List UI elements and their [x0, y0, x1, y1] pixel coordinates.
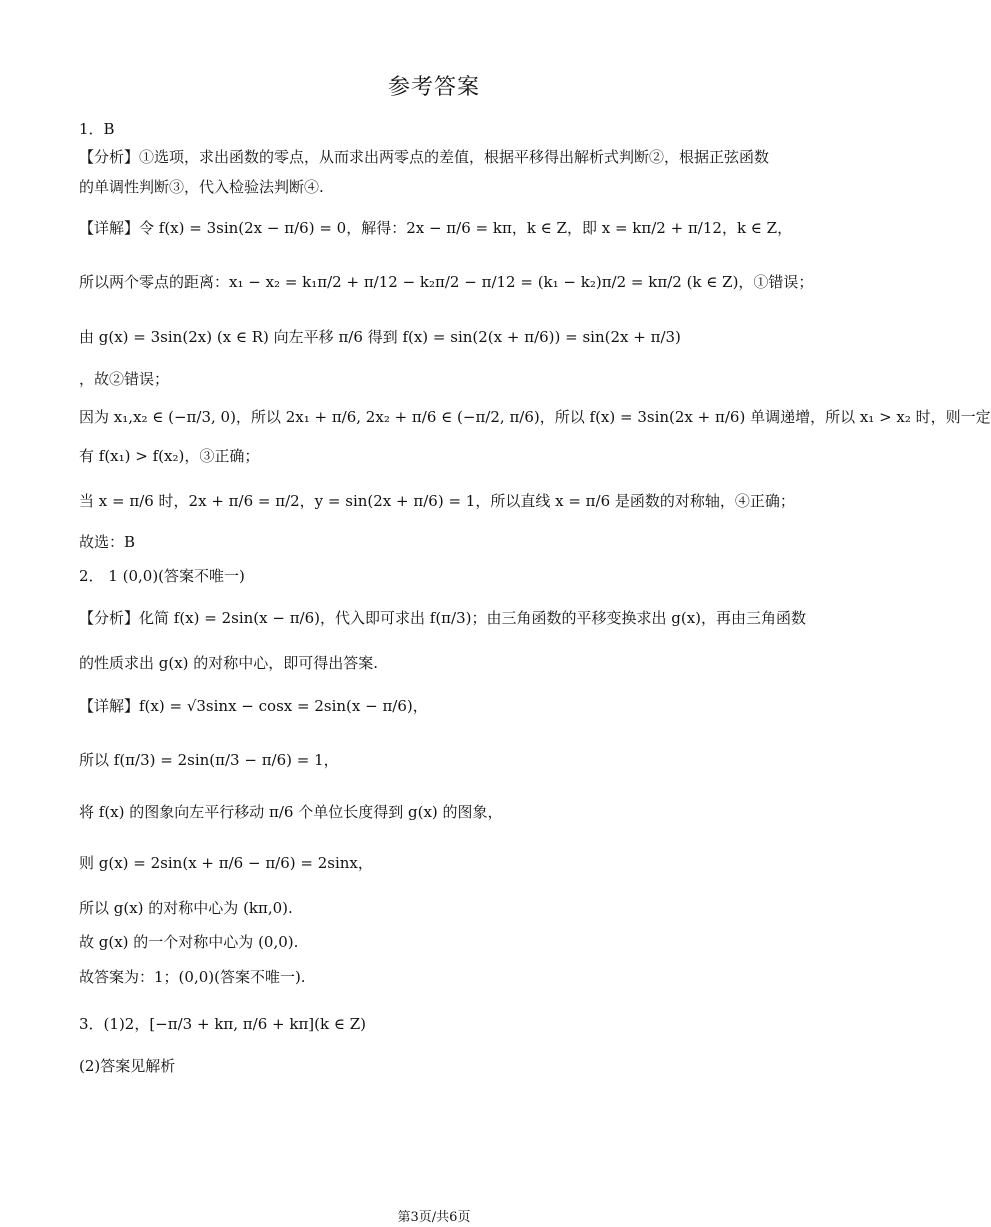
q2-final: 故答案为：1；(0,0)(答案不唯一). [79, 968, 306, 986]
q1-detail-line4: ，故②错误； [79, 370, 170, 388]
q1-analysis-line1: 【分析】①选项，求出函数的零点，从而求出两零点的差值，根据平移得出解析式判断②，根据正弦函数 [79, 148, 770, 166]
q2-answer: 2． 1 (0,0)(答案不唯一) [79, 567, 245, 585]
q2-detail-line1: 【详解】f(x) = √3sinx − cosx = 2sin(x − π/6)， [79, 697, 428, 715]
q1-detail-line1: 【详解】令 f(x) = 3sin(2x − π/6) = 0，解得：2x − π/6 = kπ，k ∈ Z，即 x = kπ/2 + π/12，k ∈ Z， [79, 219, 793, 237]
page-title: 参考答案 [387, 75, 480, 100]
q2-analysis-line2: 的性质求出 g(x) 的对称中心，即可得出答案. [79, 654, 379, 672]
q1-answer: 1．B [79, 120, 115, 138]
q2-detail-line6: 故 g(x) 的一个对称中心为 (0,0). [79, 933, 299, 951]
q3-answer-part1: 3．(1)2，[−π/3 + kπ, π/6 + kπ](k ∈ Z) [79, 1015, 367, 1033]
q1-detail-line5: 因为 x₁,x₂ ∈ (−π/3, 0)，所以 2x₁ + π/6, 2x₂ + π/6 ∈ (−π/2, π/6)，所以 f(x) = 3sin(2x + π/6) 单调递增，所以 x₁ > x₂ 时，则一定 [79, 408, 991, 426]
q2-detail-line3: 将 f(x) 的图象向左平行移动 π/6 个单位长度得到 g(x) 的图象， [79, 803, 503, 821]
q2-detail-line5: 所以 g(x) 的对称中心为 (kπ,0). [79, 899, 293, 917]
q2-detail-line4: 则 g(x) = 2sin(x + π/6 − π/6) = 2sinx， [79, 854, 373, 872]
q1-detail-line7: 当 x = π/6 时，2x + π/6 = π/2，y = sin(2x + π/6) = 1，所以直线 x = π/6 是函数的对称轴，④正确； [79, 492, 795, 510]
q2-analysis-line1: 【分析】化简 f(x) = 2sin(x − π/6)，代入即可求出 f(π/3)；由三角函数的平移变换求出 g(x)，再由三角函数 [79, 609, 807, 627]
q2-detail-line2: 所以 f(π/3) = 2sin(π/3 − π/6) = 1， [79, 751, 339, 769]
q1-detail-line2: 所以两个零点的距离：x₁ − x₂ = k₁π/2 + π/12 − k₂π/2 − π/12 = (k₁ − k₂)π/2 = kπ/2 (k ∈ Z)，①错误； [79, 273, 814, 291]
q3-answer-part2: (2)答案见解析 [79, 1057, 176, 1075]
q1-detail-line3: 由 g(x) = 3sin(2x) (x ∈ R) 向左平移 π/6 得到 f(x) = sin(2(x + π/6)) = sin(2x + π/3) [79, 328, 681, 346]
q1-analysis-line2: 的单调性判断③，代入检验法判断④. [79, 178, 324, 196]
q1-choice: 故选：B [79, 533, 136, 551]
page-footer: 第3页/共6页 [397, 1210, 471, 1225]
q1-detail-line6: 有 f(x₁) > f(x₂)，③正确； [79, 447, 260, 465]
